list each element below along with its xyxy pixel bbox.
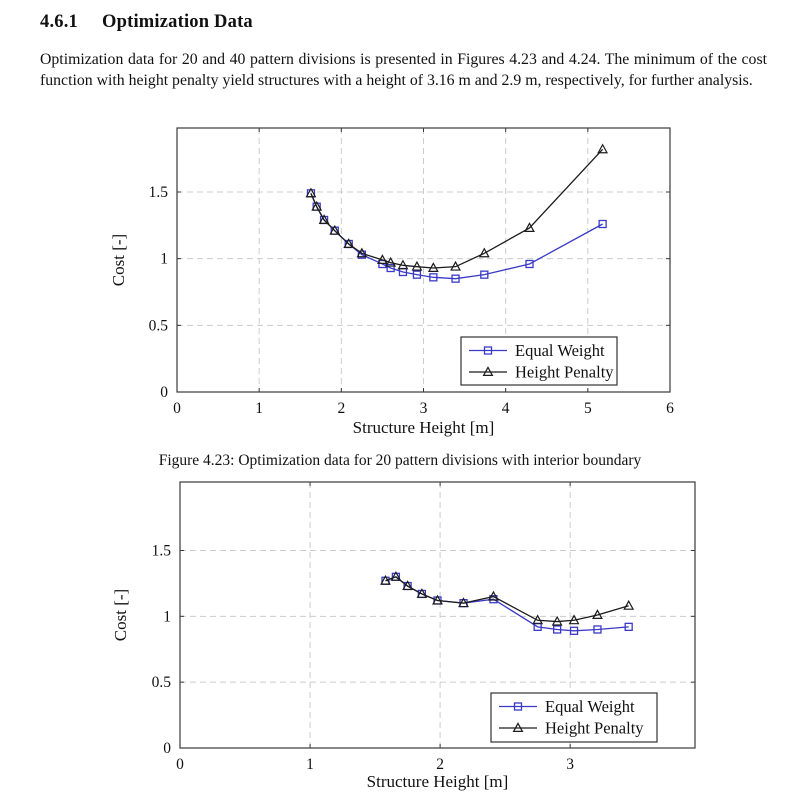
y-tick-label: 0.5 bbox=[151, 674, 171, 692]
section-number: 4.6.1 bbox=[40, 12, 78, 32]
optimization-chart-40-divisions bbox=[40, 478, 760, 800]
x-tick-label: 4 bbox=[501, 400, 510, 417]
x-tick-label: 2 bbox=[337, 400, 346, 417]
body-paragraph: Optimization data for 20 and 40 pattern divisions is presented in Figures 4.23 and 4.24. The minimum of the cost function with height penalty yield structures with a height of 3.16 m and 2.9 m, respectively, for further analysis. bbox=[40, 51, 767, 89]
optimization-chart-20-divisions bbox=[40, 120, 760, 450]
series-line-height-penalty bbox=[311, 149, 603, 268]
y-tick-label: 1 bbox=[160, 250, 168, 268]
x-tick-label: 3 bbox=[566, 756, 575, 773]
x-axis-label: Structure Height [m] bbox=[352, 418, 495, 437]
legend-label-equal-weight: Equal Weight bbox=[515, 341, 605, 360]
section-heading bbox=[40, 12, 253, 33]
x-tick-label: 6 bbox=[666, 400, 674, 417]
y-tick-label: 1.5 bbox=[151, 542, 171, 560]
x-tick-label: 3 bbox=[419, 400, 428, 417]
y-tick-label: 1.5 bbox=[148, 184, 168, 201]
y-tick-label: 0 bbox=[163, 740, 171, 757]
height-penalty-marker bbox=[598, 145, 607, 153]
y-tick-label: 1 bbox=[163, 608, 171, 626]
series-height-penalty bbox=[307, 145, 607, 272]
x-tick-label: 1 bbox=[306, 756, 314, 773]
figure-caption: Figure 4.23: Optimization data for 20 pattern divisions with interior boundary bbox=[158, 452, 642, 469]
x-tick-label: 0 bbox=[173, 400, 181, 417]
y-tick-label: 0.5 bbox=[148, 317, 168, 335]
series-line-height-penalty bbox=[385, 577, 628, 622]
legend bbox=[461, 337, 617, 385]
section-title: Optimization Data bbox=[102, 12, 253, 32]
y-axis-label: Cost [-] bbox=[109, 233, 128, 287]
series-height-penalty bbox=[381, 572, 633, 625]
series-equal-weight bbox=[307, 190, 606, 282]
legend-label-height-penalty: Height Penalty bbox=[515, 362, 614, 382]
x-tick-label: 0 bbox=[176, 756, 184, 773]
y-tick-label: 0 bbox=[160, 384, 168, 401]
x-axis-label: Structure Height [m] bbox=[366, 772, 509, 791]
legend bbox=[491, 693, 657, 742]
y-axis-label: Cost [-] bbox=[111, 588, 130, 642]
legend-label-height-penalty: Height Penalty bbox=[545, 718, 644, 738]
x-tick-label: 2 bbox=[436, 756, 444, 773]
height-penalty-marker bbox=[624, 601, 633, 609]
legend-label-equal-weight: Equal Weight bbox=[545, 697, 635, 716]
x-tick-label: 5 bbox=[583, 400, 592, 417]
x-tick-label: 1 bbox=[255, 400, 264, 417]
